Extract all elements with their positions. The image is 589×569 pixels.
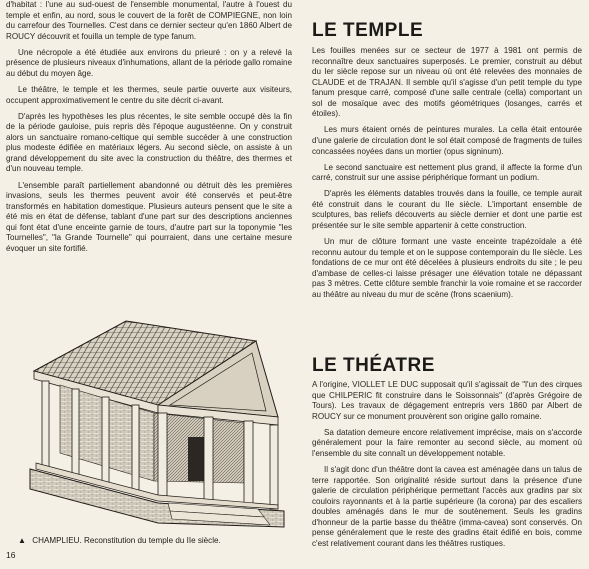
caption-marker: ▲ (18, 536, 27, 545)
heading-temple: LE TEMPLE (312, 20, 424, 41)
left-paragraph-5: L'ensemble paraît partiellement abandonné ou détruit dès les premières invasions, seuls les thermes peuvent avoir été conservés et peut-être transformés en habitation domestique. Plusieurs auteurs pensent que le site a été mis en état de défense, tablant d'une part sur des descriptions anciennes qui font état d'une enceinte garnie de tours, d'autre part sur la toponymie "les Tournelles", "la Grande Tournelle" qui pourraient, dans une certaine mesure évoquer un site fortifié. (6, 180, 292, 253)
figure-caption (18, 536, 221, 545)
heading-theatre: LE THÉATRE (312, 355, 435, 376)
temple-paragraph-2: Les murs étaient ornés de peintures murales. La cella était entourée d'une galerie de circulation dont le sol était composé de fragments de tuiles concassées noyées dans un mortier (opus signinum). (312, 125, 582, 156)
temple-section (312, 46, 582, 306)
left-paragraph-3: Le théâtre, le temple et les thermes, seule partie ouverte aux visiteurs, occupent approximativement le centre du site décrit ci-avant. (6, 85, 292, 105)
left-paragraph-1: d'habitat : l'une au sud-ouest de l'ensemble monumental, l'autre à l'ouest du temple et enfin, au nord, sous le couvert de la forêt de COMPIEGNE, non loin du carrefour des Tournelles. C'est dans ce dernier secteur qu'en 1860 Albert de ROUCY découvrit et fouilla un temple de type fanum. (6, 0, 292, 41)
theatre-paragraph-3: Il s'agit donc d'un théâtre dont la cavea est aménagée dans un talus de terre rapportée. Son originalité réside surtout dans la présence d'une galerie de circulation périphérique permettant l'accès aux gradins par six couloirs rayonnants et à la partie supérieure (la corona) par des escaliers doubles aménagés dans le mur de soutènement. Seuls les gradins d'honneur de la partie basse du théâtre (imma-cavea) sont conservés. On pense généralement que le reste des gradins était édifié en bois, comme c'est relativement courant dans les théâtres rustiques. (312, 465, 582, 548)
temple-paragraph-5: Un mur de clôture formant une vaste enceinte trapézoïdale a été reconnu autour du temple et on le suppose contemporain du IIe siècle. Les fondations de ce mur ont été décelées à plusieurs endroits du site ; le peu d'ambase de celles-ci laisse présager une élévation totale ne dépassant pas 3 mètres. Cette clôture semble franchir la voie romaine et se raccorder au théâtre au niveau du mur de scène (frons scaenium). (312, 237, 582, 299)
theatre-section (312, 380, 582, 555)
temple-illustration-icon (8, 313, 296, 531)
left-paragraph-4: D'après les hypothèses les plus récentes, le site semble occupé dès la fin de la période gauloise, puis repris dès l'époque augustéenne. On y construit alors un sanctuaire romano-celtique qui semble succéder à une construction plus modeste édifiée en matériaux légers. Au second siècle, on assiste à un grand développement du site avec la construction du théâtre, des thermes et d'un nouveau temple. (6, 111, 292, 174)
page-number: 16 (6, 550, 16, 560)
temple-paragraph-4: D'après les éléments datables trouvés dans la fouille, ce temple aurait été construit dans le courant du IIe siècle. L'important ensemble de sculptures, bas reliefs découverts au siècle dernier et dont une partie est présentée sur le site semble appartenir à cette construction. (312, 189, 582, 230)
left-column (6, 0, 292, 260)
temple-paragraph-3: Le second sanctuaire est nettement plus grand, il affecte la forme d'un carré, construit sur une assise périphérique formant un podium. (312, 162, 582, 183)
left-paragraph-2: Une nécropole a été étudiée aux environs du prieuré : on y a relevé la présence de plusieurs niveaux d'inhumations, allant de la période gallo romaine au début du moyen âge. (6, 47, 292, 78)
theatre-paragraph-2: Sa datation demeure encore relativement imprécise, mais on s'accorde généralement pour la faire remonter au second siècle, au moment où l'ensemble du site connaît un développement notable. (312, 427, 582, 458)
caption-text: CHAMPLIEU. Reconstitution du temple du IIe siècle. (32, 536, 221, 545)
temple-paragraph-1: Les fouilles menées sur ce secteur de 1977 à 1981 ont permis de reconnaître deux sanctuaires superposés. Le premier, construit au début du Ier siècle repose sur un niveau où ont été relevées des monnaies de CLAUDE et de TRAJAN. Il semble qu'il s'agisse d'un petit temple du type fanum presque carré, composé d'une salle centrale (cella) comportant un sol de mosaïque avec des motifs géométriques (losanges, carrés et étoiles). (312, 46, 582, 119)
theatre-paragraph-1: A l'origine, VIOLLET LE DUC supposait qu'il s'agissait de "l'un des cirques que CHILPERIC fit construire dans le Soissonnais" (d'après Grégoire de Tours). Les travaux de dégagement entrepris vers 1860 par Albert de ROUCY sur ce monument prouvèrent son origine gallo romaine. (312, 380, 582, 421)
